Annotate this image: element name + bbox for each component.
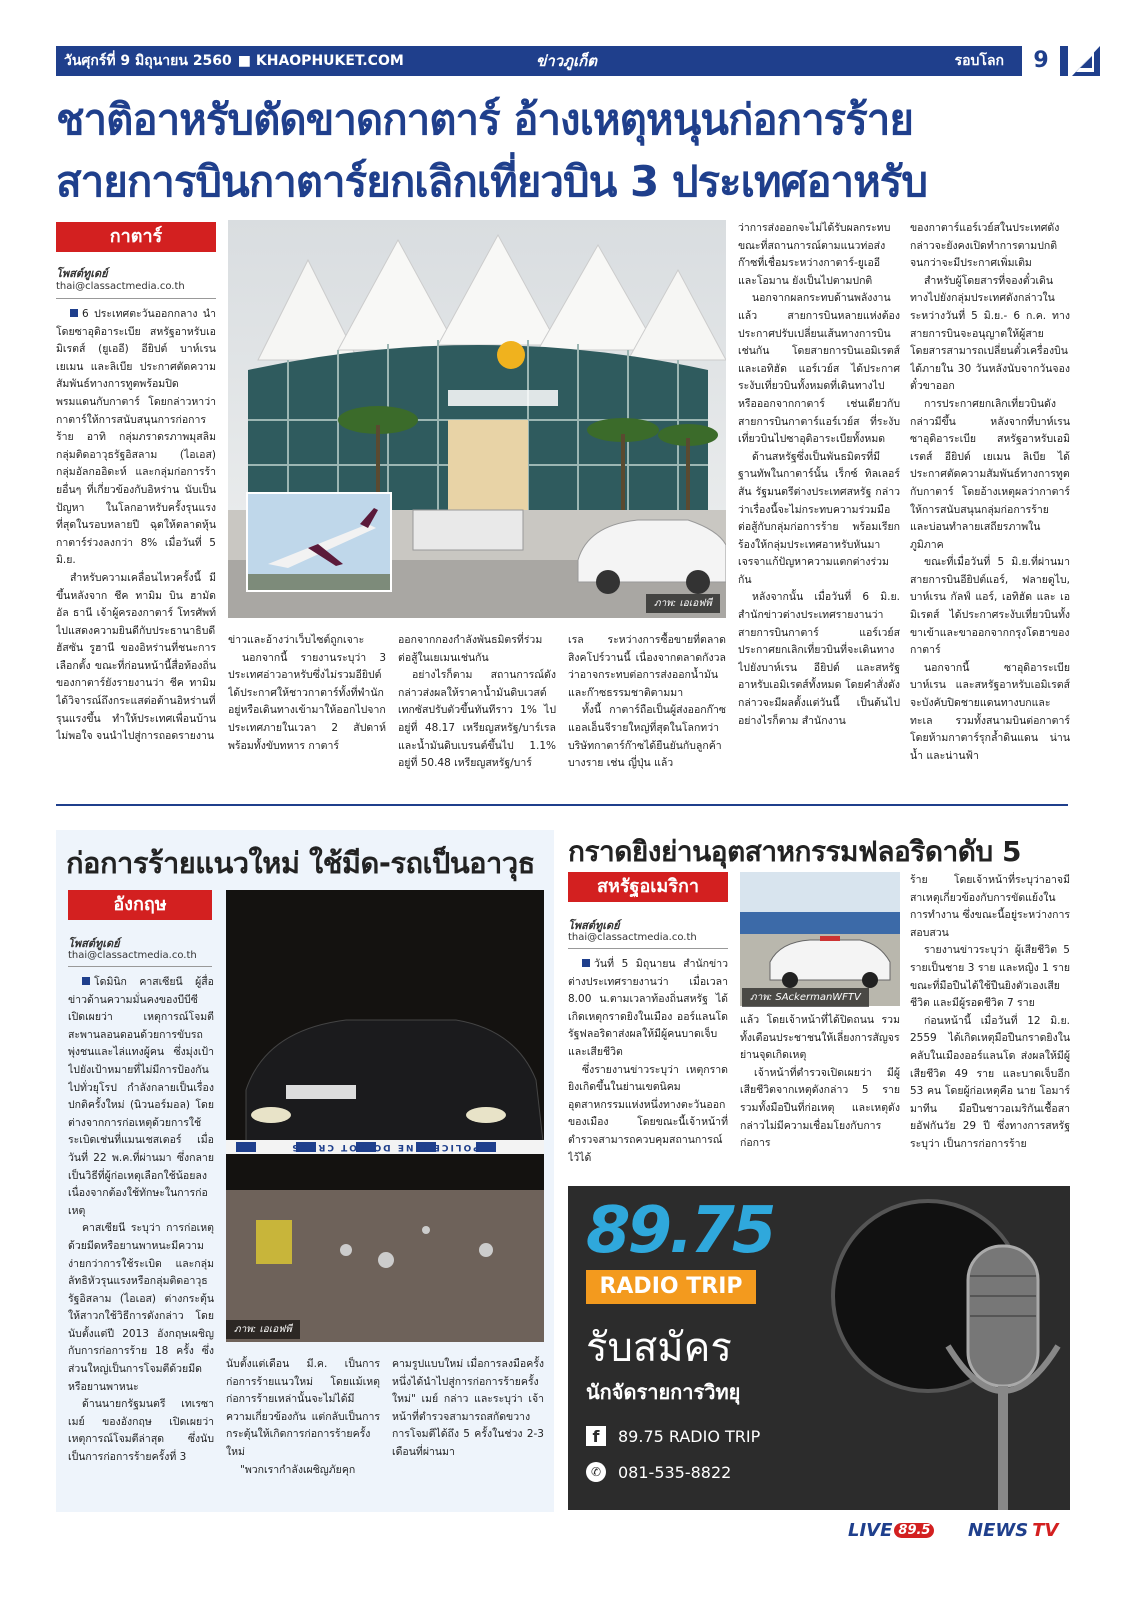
byline-divider	[56, 298, 216, 299]
article2-headline: ก่อการร้ายแนวใหม่ ใช้มีด-รถเป็นอาวุธ	[66, 846, 535, 880]
facebook-icon: f	[586, 1426, 606, 1446]
ad-subtitle: นักจัดรายการวิทยุ	[586, 1380, 741, 1404]
footer-live-logo[interactable]	[848, 1520, 934, 1541]
ad-recruit-title: รับสมัคร	[586, 1325, 732, 1371]
ad-phone-row[interactable]	[586, 1462, 731, 1482]
microphone-icon	[818, 1186, 1070, 1510]
article2-byline-email[interactable]: thai@classactmedia.co.th	[68, 950, 197, 961]
article3-column-1: วันที่ 5 มิถุนายน สำนักข่าวต่างประเทศรายงานว่า เมื่อเวลา 8.00 น.ตามเวลาท้องถิ่นสหรัฐ ได้เกิดเหตุกราดยิงในเมือง ออร์แลนโด รัฐฟลอริดาส่งผลให้มีผู้คนบาดเจ็บและเสียชีวิต ซึ่งรายงานข่าวระบุว่า เหตุกราดยิงเกิดขึ้นในย่านเขตนิคมอุตสาหกรรมแห่งหนึ่งทางตะวันออกของเมือง โดยขณะนี้เจ้าหน้าที่ตำรวจสามารถควบคุมสถานการณ์ไว้ได้	[568, 958, 728, 1164]
ad-radio-trip-label: RADIO TRIP	[586, 1270, 756, 1304]
bullet-icon	[582, 959, 590, 967]
article1-column-4: เรล ระหว่างการซื้อขายที่ตลาดสิงคโปร์วานนี้ เนื่องจากตลาดกังวลว่าอาจกระทบต่อการส่งออกน้ำมันและก๊าซธรรมชาติตามมา ทั้งนี้ กาตาร์ถือเป็นผู้ส่งออกก๊าซแอลเอ็นจีรายใหญ่ที่สุดในโลกทว่าบริษัทกาตาร์ก๊าซได้ยืนยันกับลูกค้าบางราย เช่น ญี่ปุ่น แล้ว	[568, 634, 726, 770]
police-car-illustration	[740, 872, 900, 1006]
london-attack-scene-photo	[226, 890, 544, 1342]
site-url[interactable]: ■ KHAOPHUKET.COM	[237, 53, 404, 69]
article2-byline: โพสต์ทูเดย์	[68, 937, 120, 950]
bullet-icon	[82, 977, 90, 985]
headline-2: สายการบินกาตาร์ยกเลิกเที่ยวบิน 3 ประเทศอาหรับ	[56, 157, 928, 206]
live-text: LIVE	[848, 1520, 893, 1541]
article1-column-1: 6 ประเทศตะวันออกกลาง นำโดยซาอุดิอาระเบีย สหรัฐอาหรับเอมิเรตส์ (ยูเออี) อียิปต์ บาห์เรน เยเมน และลิเบีย ประกาศตัดความสัมพันธ์ทางการทูตพร้อมปิดพรมแดนกับกาตาร์ โดยกล่าวหาว่ากาตาร์ให้การสนับสนุนการก่อการร้าย อาทิ กลุ่มภราดรภาพมุสลิม กลุ่มติดอาวุธรัฐอิสลาม (ไอเอส) กลุ่มอัลกออิดะห์ และกลุ่มก่อการร้ายอื่นๆ ที่เกี่ยวข้องกับอิหร่าน นับเป็นปัญหา ในโลกอาหรับครั้งรุนแรงที่สุดในรอบหลายปี ฉุดให้ตลาดหุ้นกาตาร์ร่วงลงกว่า 8% เมื่อวันที่ 5 มิ.ย. สำหรับความเคลื่อนไหวครั้งนี้ มีขึ้นหลังจาก ชีค ทามิม บิน ฮามัด อัล ธานี เจ้าผู้ครองกาตาร์ โทรศัพท์ไปแสดงความยินดีกับประธานาธิบดี ฮัสซัน รูฮานี ของอิหร่านที่ชนะการเลือกตั้ง ขณะที่ก่อนหน้านี้สื่อท้องถิ่นของกาตาร์ยังรายงานว่า ชีค ทามิม ได้วิจารณ์ถึงกระแสต่อต้านอิหร่านที่รุนแรงขึ้น ทำให้ประเทศเพื่อนบ้านไม่พอใจ จนนำไปสู่การถอดรายงาน	[56, 308, 216, 743]
article2-column-2: นับตั้งแต่เดือน มี.ค. เป็นการก่อการร้ายแนวใหม่ โดยแม้เหตุก่อการร้ายเหล่านั้นจะไม่ได้มีความเกี่ยวข้องกัน แต่กลับเป็นการกระตุ้นให้เกิดการก่อการร้ายครั้งใหม่ "พวกเรากำลังเผชิญภัยคุก	[226, 1358, 380, 1476]
article1-column-5: ว่าการส่งออกจะไม่ได้รับผลกระทบ ขณะที่สถานการณ์ตามแนวท่อส่งก๊าซที่เชื่อมระหว่างกาตาร์-ยูเออี และโอมาน ยังเป็นไปตามปกติ นอกจากผลกระทบด้านพลังงานแล้ว สายการบินหลายแห่งต้องประกาศปรับเปลี่ยนเส้นทางการบินเช่นกัน โดยสายการบินเอมิเรตส์ และเอทิฮัด แอร์เวย์ส ได้ประกาศระงับเที่ยวบินทั้งหมดที่เดินทางไปหรือออกจากกาตาร์ เช่นเดียวกับสายการบินกาตาร์แอร์เวย์ส ที่ระงับเที่ยวบินไปซาอุดิอาระเบียทั้งหมด ด้านสหรัฐซึ่งเป็นพันธมิตรที่มีฐานทัพในกาตาร์นั้น เร็กซ์ ทิลเลอร์สัน รัฐมนตรีต่างประเทศสหรัฐ กล่าวว่าเรื่องนี้จะไม่กระทบความร่วมมือต่อสู้กับกลุ่มก่อการร้าย พร้อมเรียกร้องให้กลุ่มประเทศอาหรับหันมาเจรจาแก้ปัญหาความแตกต่างร่วมกัน หลังจากนั้น เมื่อวันที่ 6 มิ.ย. สำนักข่าวต่างประเทศรายงานว่า สายการบินกาตาร์ แอร์เวย์ส ประกาศยกเลิกเที่ยวบินที่จะเดินทางไปยังบาห์เรน อียิปต์ และสหรัฐอาหรับเอมิเรตส์ทั้งหมด โดยคำสั่งดังกล่าวจะมีผลตั้งแต่วันนี้ เป็นต้นไปอย่างไรก็ตาม สำนักงาน	[738, 222, 900, 727]
ad-frequency: 89.75	[586, 1194, 774, 1268]
ad-facebook-row[interactable]	[586, 1426, 760, 1446]
florida-police-photo	[740, 872, 900, 1006]
article1-column-2: ข่าวและอ้างว่าเว็บไซต์ถูกเจาะ นอกจากนี้ รายงานระบุว่า 3 ประเทศอ่าวอาหรับซึ่งไม่รวมอียิปต์ ได้ประกาศให้ชาวกาตาร์ทั้งที่พำนักอยู่หรือเดินทางเข้ามาให้ออกไปจากประเทศภายในเวลา 2 สัปดาห์ พร้อมทั้งขับทหาร กาตาร์	[228, 634, 386, 752]
article3-byline-email[interactable]: thai@classactmedia.co.th	[568, 932, 697, 943]
newspaper-logo: ข่าวภูเก็ต	[536, 52, 597, 70]
byline-divider	[568, 948, 728, 949]
article3-column-3: ร้าย โดยเจ้าหน้าที่ระบุว่าอาจมีสาเหตุเกี่ยวข้องกับการขัดแย้งในการทำงาน ซึ่งขณะนี้อยู่ระหว่างการสอบสวน รายงานข่าวระบุว่า ผู้เสียชีวิต 5 รายเป็นชาย 3 ราย และหญิง 1 ราย ขณะที่มือปืนได้ใช้ปืนยิงตัวเองเสียชีวิต และมีผู้รอดชีวิต 7 ราย ก่อนหน้านี้ เมื่อวันที่ 12 มิ.ย. 2559 ได้เกิดเหตุมือปืนกราดยิงในคลับในเมืองออร์แลนโด ส่งผลให้มีผู้เสียชีวิต 49 ราย และบาดเจ็บอีก 53 คน โดยผู้ก่อเหตุคือ นาย โอมาร์ มาทีน มือปืนชาวอเมริกันเชื้อสายอัฟกันวัย 29 ปี ซึ่งทางการสหรัฐระบุว่า เป็นการก่อการร้าย	[910, 874, 1070, 1150]
page-number: 9	[1022, 46, 1060, 76]
footer-news-tv-logo[interactable]	[968, 1520, 1058, 1541]
radio-trip-advertisement[interactable]	[568, 1186, 1070, 1510]
section-tag-england: อังกฤษ	[68, 890, 212, 920]
article3-column-2: แล้ว โดยเจ้าหน้าที่ได้ปิดถนน รวมทั้งเตือนประชาชนให้เลี่ยงการสัญจรย่านจุดเกิดเหตุ เจ้าหน้าที่ตำรวจเปิดเผยว่า มีผู้เสียชีวิตจากเหตุดังกล่าว 5 ราย รวมทั้งมือปืนที่ก่อเหตุ และเหตุดังกล่าวไม่มีความเชื่อมโยงกับการก่อการ	[740, 1014, 900, 1150]
plane-illustration	[248, 494, 392, 592]
article1-column-6: ของกาตาร์แอร์เวย์สในประเทศดังกล่าวจะยังคงเปิดทำการตามปกติจนกว่าจะมีประกาศเพิ่มเติม สำหรับผู้โดยสารที่จองตั๋วเดินทางไปยังกลุ่มประเทศดังกล่าวในระหว่างวันที่ 5 มิ.ย.- 6 ก.ค. ทางสายการบินจะอนุญาตให้ผู้สายโดยสารสามารถเปลี่ยนตั๋วเครื่องบินได้ภายใน 30 วันหลังนับจากวันจองตั๋วขาออก การประกาศยกเลิกเที่ยวบินดังกล่าวมีขึ้น หลังจากที่บาห์เรน ซาอุดิอาระเบีย สหรัฐอาหรับเอมิเรตส์ อียิปต์ เยเมน ลิเบีย ได้ประกาศตัดความสัมพันธ์ทางการทูตกับกาตาร์ โดยอ้างเหตุผลว่ากาตาร์ให้การสนับสนุนกลุ่มก่อการร้าย และบ่อนทำลายเสถียรภาพในภูมิภาค ขณะที่เมื่อวันที่ 5 มิ.ย.ที่ผ่านมา สายการบินอียิปต์แอร์, ฟลายดูไบ, บาห์เรน กัลฟ์ แอร์, เอทิฮัด และ เอมิเรตส์ ได้ประกาศระงับเที่ยวบินทั้งขาเข้าและขาออกจากกรุงโดฮาของกาตาร์ นอกจากนี้ ซาอุดิอาระเบีย บาห์เรน และสหรัฐอาหรับเอมิเรตส์จะบังคับปิดชายแดนทางบกและทะเล รวมทั้งสนามบินต่อกาตาร์ โดยห้ามกาตาร์รุกล้ำดินแดน น่านน้ำ และน่านฟ้า	[910, 222, 1070, 762]
corner-arrow-icon	[1072, 46, 1100, 76]
issue-date: วันศุกร์ที่ 9 มิถุนายน 2560	[64, 53, 232, 69]
article2-photo-caption: ภาพ: เอเอฟพี	[226, 1320, 300, 1339]
page-header	[56, 46, 1068, 76]
qatar-airways-plane-photo	[246, 492, 392, 592]
police-tape-text: POLICE LINE DO NOT CROSS	[290, 1142, 480, 1152]
section-tag-usa: สหรัฐอเมริกา	[568, 872, 728, 902]
tv-text: TV	[1032, 1520, 1059, 1541]
section-tag-qatar: กาตาร์	[56, 222, 216, 252]
byline-divider	[68, 966, 212, 967]
article2-column-3: คามรูปแบบใหม่ เมื่อการลงมือครั้งหนึ่งได้นำไปสู่การก่อการร้ายครั้งใหม่" เมย์ กล่าว และระบุว่า เจ้าหน้าที่ตำรวจสามารถสกัดขวางการโจมตีได้ถึง 5 ครั้งในช่วง 2-3 เดือนที่ผ่านมา	[392, 1358, 544, 1458]
news-text: NEWS	[968, 1520, 1029, 1541]
article3-photo-caption: ภาพ: SAckermanWFTV	[742, 988, 869, 1007]
ad-facebook-text: 89.75 RADIO TRIP	[618, 1426, 761, 1446]
article3-headline: กราดยิงย่านอุตสาหกรรมฟลอริดาดับ 5	[568, 835, 1021, 868]
section-divider	[56, 804, 1068, 806]
byline: โพสต์ทูเดย์	[56, 267, 108, 280]
section-name: รอบโลก	[954, 53, 1004, 69]
article1-column-3: ออกจากกองกำลังพันธมิตรที่ร่วมต่อสู้ในเยเมนเช่นกัน อย่างไรก็ตาม สถานการณ์ดังกล่าวส่งผลให้ราคาน้ำมันดิบเวสต์เทกซัสปรับตัวขึ้นทันทีราว 1% ไปอยู่ที่ 48.17 เหรียญสหรัฐ/บาร์เรล และน้ำมันดิบเบรนต์ขึ้นไป 1.1% อยู่ที่ 50.48 เหรียญสหรัฐ/บาร์	[398, 634, 556, 770]
article2-column-1: โดมินิก คาสเซียนี ผู้สื่อข่าวด้านความมั่นคงของบีบีซี เปิดเผยว่า เหตุการณ์โจมตีสะพานลอนดอนด้วยการขับรถพุ่งชนและไล่แทงผู้คน ซึ่งมุ่งเป้าไปยังเป้าหมายที่ไม่มีการป้องกันไปทั่วยุโรป กำลังกลายเป็นเรื่องปกติครั้งใหม่ (นิวนอร์มอล) โดยต่างจากการก่อเหตุด้วยการใช้ระเบิดเช่นที่แมนเชสเตอร์ เมื่อวันที่ 22 พ.ค.ที่ผ่านมา ซึ่งกลายเป็นวิธีที่ผู้ก่อเหตุเลือกใช้น้อยลง เนื่องจากต้องใช้ทักษะในการก่อเหตุ คาสเซียนี ระบุว่า การก่อเหตุด้วยมีดหรือยานพาหนะมีความง่ายกว่าการใช้ระเบิด และกลุ่มลัทธิหัวรุนแรงหรือกลุ่มติดอาวุธรัฐอิสลาม (ไอเอส) ต่างกระตุ้นให้สาวกใช้วิธีการดังกล่าว โดยนับตั้งแต่ปี 2013 อังกฤษเผชิญกับการก่อการร้าย 18 ครั้ง ซึ่งส่วนใหญ่เป็นการโจมตีด้วยมีดหรือยานพาหนะ ด้านนายกรัฐมนตรี เทเรซา เมย์ ของอังกฤษ เปิดเผยว่า เหตุการณ์โจมตีล่าสุด ซึ่งนับเป็นการก่อการร้ายครั้งที่ 3	[68, 976, 214, 1464]
article3-byline: โพสต์ทูเดย์	[568, 919, 620, 932]
ad-phone-text: 081-535-8822	[618, 1462, 732, 1482]
photo-caption: ภาพ: เอเอฟพี	[646, 594, 720, 613]
live-freq: 89.5	[894, 1523, 934, 1538]
byline-email[interactable]: thai@classactmedia.co.th	[56, 281, 185, 292]
phone-icon: ✆	[586, 1462, 606, 1482]
headline-1: ชาติอาหรับตัดขาดกาตาร์ อ้างเหตุหนุนก่อการร้าย	[56, 95, 913, 144]
scene-illustration	[226, 890, 544, 1342]
bullet-icon	[70, 309, 78, 317]
